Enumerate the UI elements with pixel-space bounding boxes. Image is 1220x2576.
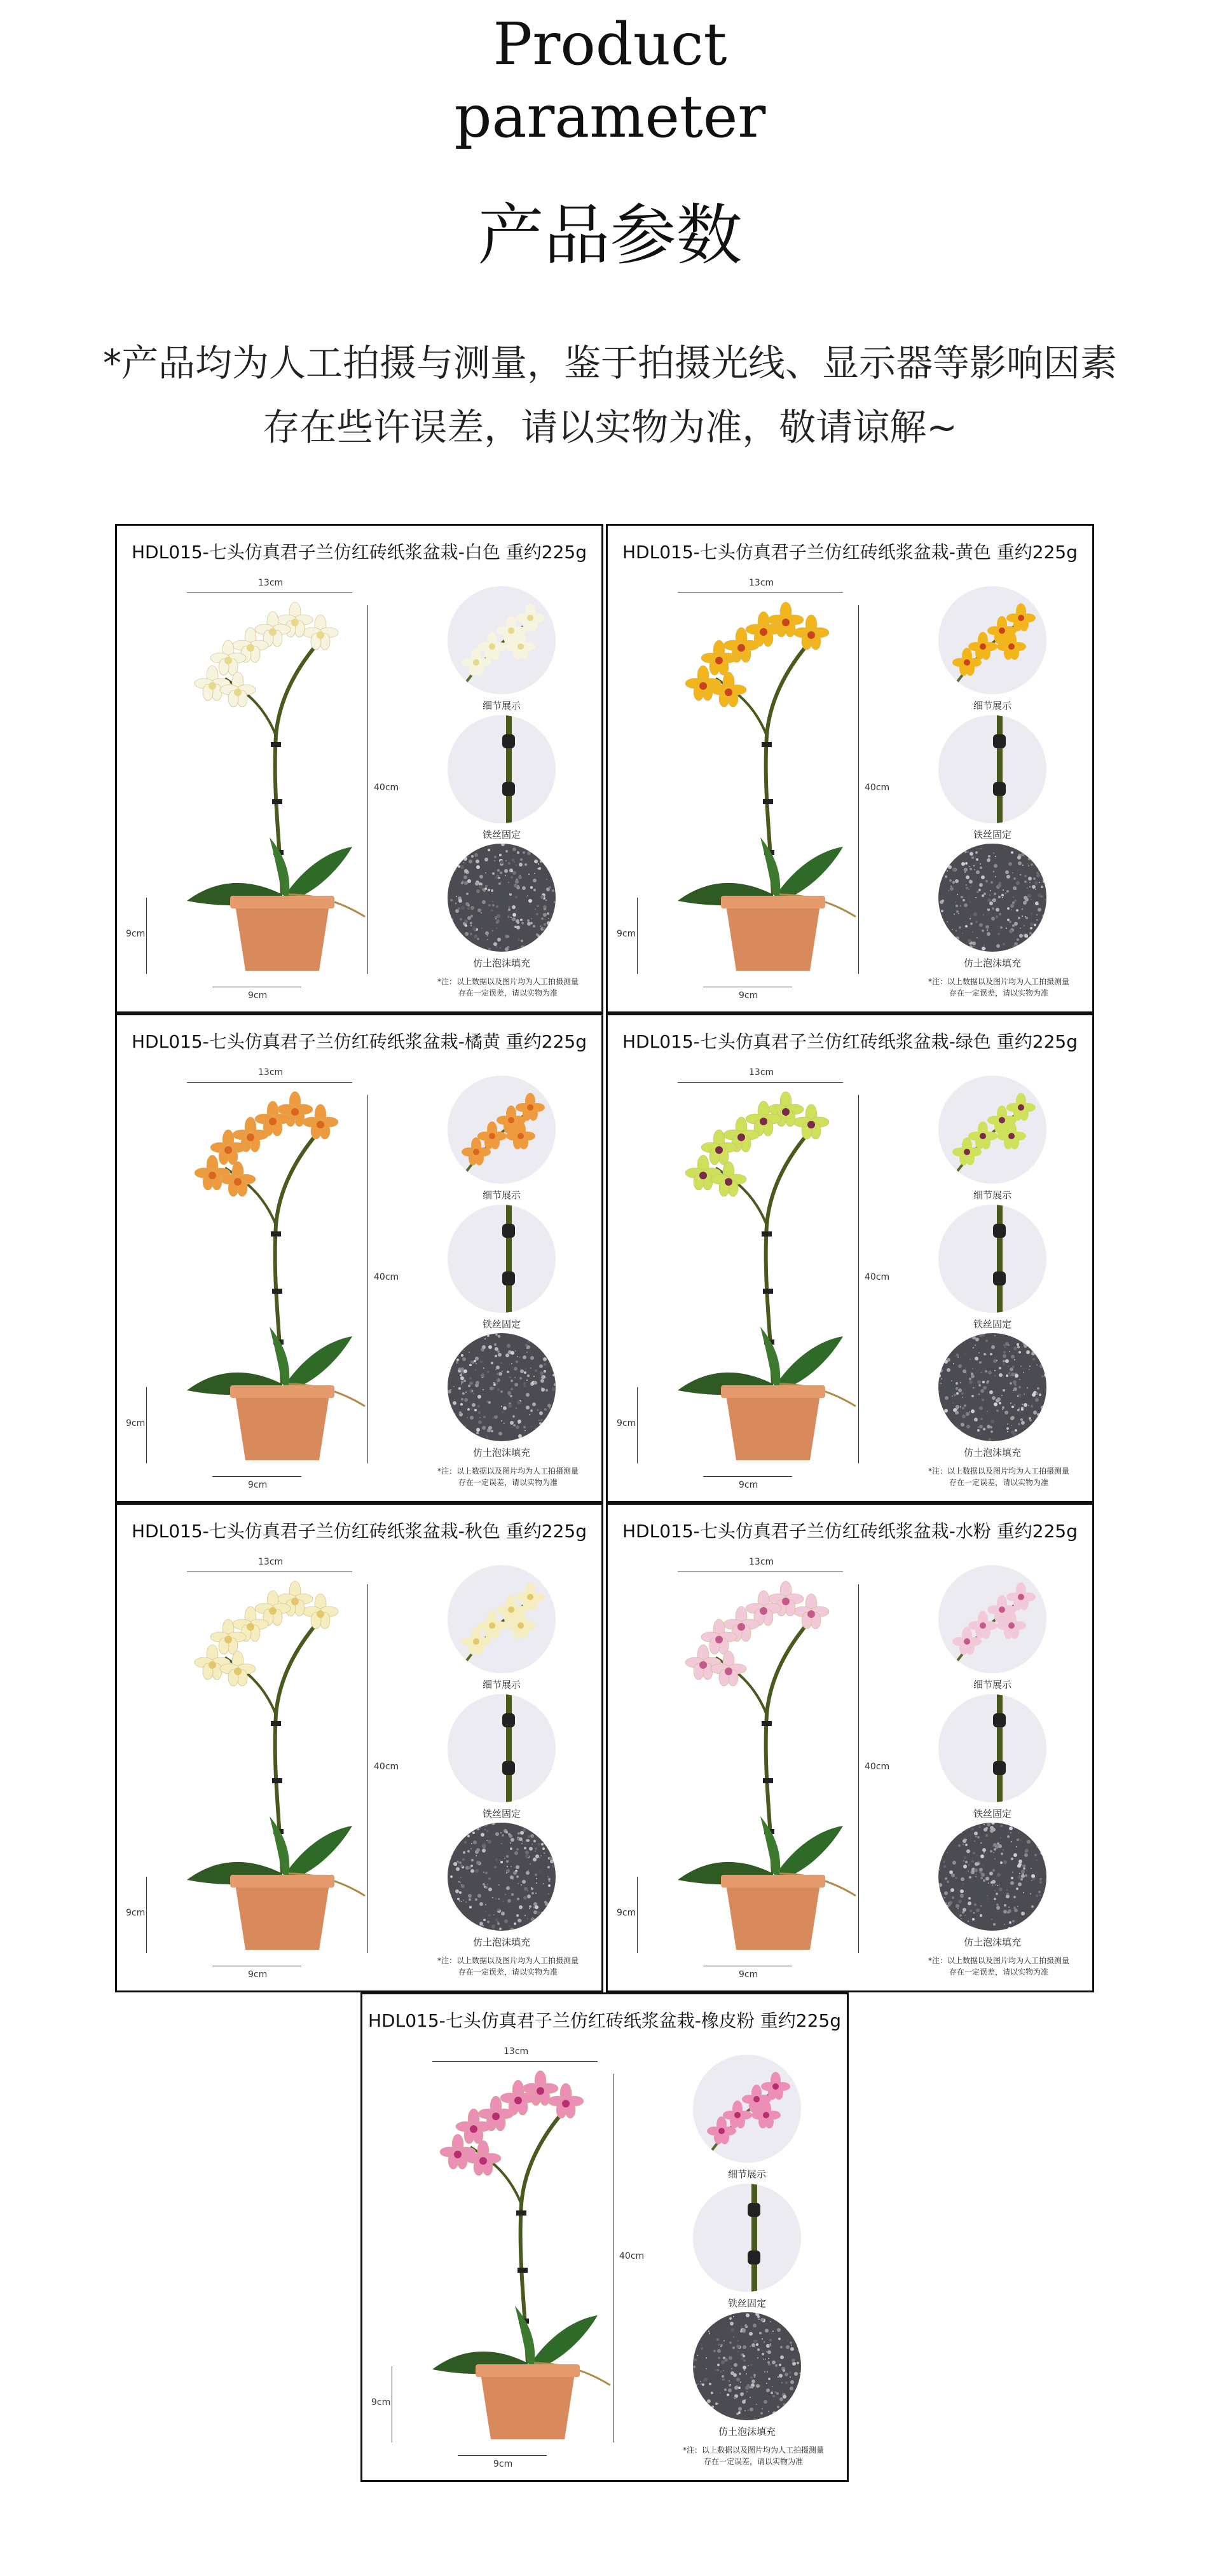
pot-height-dimension-line: [637, 898, 638, 974]
wire-photo: [693, 2184, 801, 2292]
height-label: 40cm: [865, 783, 890, 793]
soil-label: 仿土泡沫填充: [472, 1447, 530, 1458]
detail-label: 细节展示: [973, 1679, 1011, 1690]
detail-photo: [448, 586, 556, 694]
product-card: [115, 1503, 603, 1992]
pot-height-label: 9cm: [617, 929, 636, 939]
product-card: [360, 1992, 849, 2482]
disclaimer-line2: 存在些许误差，请以实物为准，敬请谅解~: [263, 406, 957, 449]
wire-photo: [938, 1694, 1046, 1802]
product-photo: [407, 2064, 648, 2446]
soil-label: 仿土泡沫填充: [963, 957, 1021, 969]
title-en-line1: Product: [493, 10, 727, 78]
width-dimension-line: [187, 1082, 352, 1083]
product-photo: [652, 596, 894, 977]
footnote-line2: 存在一定误差，请以实物为准: [949, 1478, 1048, 1487]
soil-label: 仿土泡沫填充: [718, 2426, 776, 2437]
width-label: 13cm: [258, 578, 284, 588]
footnote: [913, 1955, 1085, 1978]
width-label: 13cm: [258, 1557, 284, 1567]
product-card: [606, 1013, 1094, 1503]
detail-label: 细节展示: [973, 700, 1011, 711]
wire-label: 铁丝固定: [973, 829, 1011, 840]
detail-label: 细节展示: [482, 700, 521, 711]
footnote-line2: 存在一定误差，请以实物为准: [703, 2457, 803, 2466]
pot-height-dimension-line: [146, 1387, 147, 1463]
footnote: [668, 2444, 839, 2467]
pot-height-label: 9cm: [126, 929, 146, 939]
footnote-line2: 存在一定误差，请以实物为准: [949, 989, 1048, 997]
height-label: 40cm: [374, 1762, 399, 1772]
pot-height-label: 9cm: [617, 1908, 636, 1918]
wire-photo: [938, 1205, 1046, 1313]
width-label: 13cm: [749, 578, 774, 588]
soil-photo: [938, 1823, 1046, 1931]
footnote-line1: *注：以上数据以及图片均为人工拍摄测量: [928, 977, 1069, 986]
product-card: [606, 524, 1094, 1013]
soil-label: 仿土泡沫填充: [472, 957, 530, 969]
width-dimension-line: [432, 2061, 598, 2062]
pot-width-dimension-line: [212, 1476, 301, 1477]
product-title: HDL015-七头仿真君子兰仿红砖纸浆盆栽-水粉 重约225g: [622, 1521, 1078, 1542]
detail-photo: [448, 1076, 556, 1184]
detail-label: 细节展示: [727, 2168, 766, 2180]
width-label: 13cm: [749, 1067, 774, 1078]
product-card: [115, 524, 603, 1013]
footnote-line2: 存在一定误差，请以实物为准: [458, 1478, 558, 1487]
detail-label: 细节展示: [482, 1679, 521, 1690]
pot-width-label: 9cm: [739, 990, 758, 1001]
footnote: [913, 976, 1085, 999]
soil-label: 仿土泡沫填充: [963, 1936, 1021, 1948]
product-photo: [161, 1575, 403, 1956]
pot-width-label: 9cm: [493, 2459, 513, 2469]
product-title: HDL015-七头仿真君子兰仿红砖纸浆盆栽-秋色 重约225g: [132, 1521, 587, 1542]
pot-height-label: 9cm: [126, 1418, 146, 1428]
pot-width-dimension-line: [703, 1476, 792, 1477]
disclaimer-line1: *产品均为人工拍摄与测量，鉴于拍摄光线、显示器等影响因素: [102, 341, 1117, 385]
pot-width-label: 9cm: [248, 1970, 268, 1980]
footnote-line2: 存在一定误差，请以实物为准: [949, 1968, 1048, 1977]
pot-height-dimension-line: [637, 1877, 638, 1953]
footnote-line1: *注：以上数据以及图片均为人工拍摄测量: [437, 977, 579, 986]
footnote-line1: *注：以上数据以及图片均为人工拍摄测量: [437, 1956, 579, 1965]
height-label: 40cm: [865, 1762, 890, 1772]
height-label: 40cm: [619, 2251, 645, 2261]
title-en-line2: parameter: [454, 83, 766, 151]
wire-label: 铁丝固定: [482, 1319, 521, 1330]
detail-photo: [693, 2055, 801, 2163]
detail-label: 细节展示: [482, 1189, 521, 1201]
footnote: [422, 1465, 594, 1488]
wire-label: 铁丝固定: [482, 1808, 521, 1819]
wire-photo: [448, 1694, 556, 1802]
wire-label: 铁丝固定: [973, 1319, 1011, 1330]
soil-photo: [938, 844, 1046, 952]
product-photo: [161, 596, 403, 977]
product-photo: [652, 1575, 894, 1956]
pot-width-dimension-line: [458, 2455, 547, 2456]
footnote-line1: *注：以上数据以及图片均为人工拍摄测量: [928, 1467, 1069, 1476]
pot-height-dimension-line: [146, 1877, 147, 1953]
detail-label: 细节展示: [973, 1189, 1011, 1201]
footnote: [422, 976, 594, 999]
footnote-line1: *注：以上数据以及图片均为人工拍摄测量: [437, 1467, 579, 1476]
footnote-line1: *注：以上数据以及图片均为人工拍摄测量: [928, 1956, 1069, 1965]
width-label: 13cm: [258, 1067, 284, 1078]
footnote-line2: 存在一定误差，请以实物为准: [458, 1968, 558, 1977]
soil-photo: [448, 844, 556, 952]
soil-label: 仿土泡沫填充: [963, 1447, 1021, 1458]
detail-photo: [938, 1076, 1046, 1184]
detail-photo: [938, 1565, 1046, 1673]
pot-height-label: 9cm: [371, 2397, 391, 2408]
wire-label: 铁丝固定: [482, 829, 521, 840]
product-title: HDL015-七头仿真君子兰仿红砖纸浆盆栽-橘黄 重约225g: [132, 1031, 587, 1052]
detail-photo: [448, 1565, 556, 1673]
footnote-line2: 存在一定误差，请以实物为准: [458, 989, 558, 997]
product-card: [115, 1013, 603, 1503]
wire-label: 铁丝固定: [727, 2298, 766, 2309]
pot-height-label: 9cm: [617, 1418, 636, 1428]
height-label: 40cm: [374, 783, 399, 793]
pot-height-label: 9cm: [126, 1908, 146, 1918]
soil-photo: [448, 1823, 556, 1931]
product-photo: [161, 1085, 403, 1467]
soil-photo: [448, 1333, 556, 1441]
width-label: 13cm: [504, 2046, 529, 2057]
pot-width-label: 9cm: [248, 990, 268, 1001]
pot-width-label: 9cm: [739, 1480, 758, 1490]
pot-width-label: 9cm: [739, 1970, 758, 1980]
product-card: [606, 1503, 1094, 1992]
product-title: HDL015-七头仿真君子兰仿红砖纸浆盆栽-绿色 重约225g: [622, 1031, 1078, 1052]
detail-photo: [938, 586, 1046, 694]
wire-photo: [448, 715, 556, 823]
soil-label: 仿土泡沫填充: [472, 1936, 530, 1948]
soil-photo: [938, 1333, 1046, 1441]
height-label: 40cm: [865, 1272, 890, 1282]
footnote: [913, 1465, 1085, 1488]
soil-photo: [693, 2312, 801, 2420]
pot-height-dimension-line: [146, 898, 147, 974]
product-title: HDL015-七头仿真君子兰仿红砖纸浆盆栽-白色 重约225g: [132, 542, 587, 563]
height-label: 40cm: [374, 1272, 399, 1282]
width-dimension-line: [678, 1082, 843, 1083]
product-title: HDL015-七头仿真君子兰仿红砖纸浆盆栽-橡皮粉 重约225g: [368, 2010, 841, 2031]
pot-width-label: 9cm: [248, 1480, 268, 1490]
pot-height-dimension-line: [637, 1387, 638, 1463]
width-label: 13cm: [749, 1557, 774, 1567]
product-title: HDL015-七头仿真君子兰仿红砖纸浆盆栽-黄色 重约225g: [622, 542, 1078, 563]
product-photo: [652, 1085, 894, 1467]
wire-photo: [448, 1205, 556, 1313]
footnote: [422, 1955, 594, 1978]
wire-label: 铁丝固定: [973, 1808, 1011, 1819]
wire-photo: [938, 715, 1046, 823]
title-cn: 产品参数: [477, 196, 743, 274]
footnote-line1: *注：以上数据以及图片均为人工拍摄测量: [682, 2446, 824, 2455]
